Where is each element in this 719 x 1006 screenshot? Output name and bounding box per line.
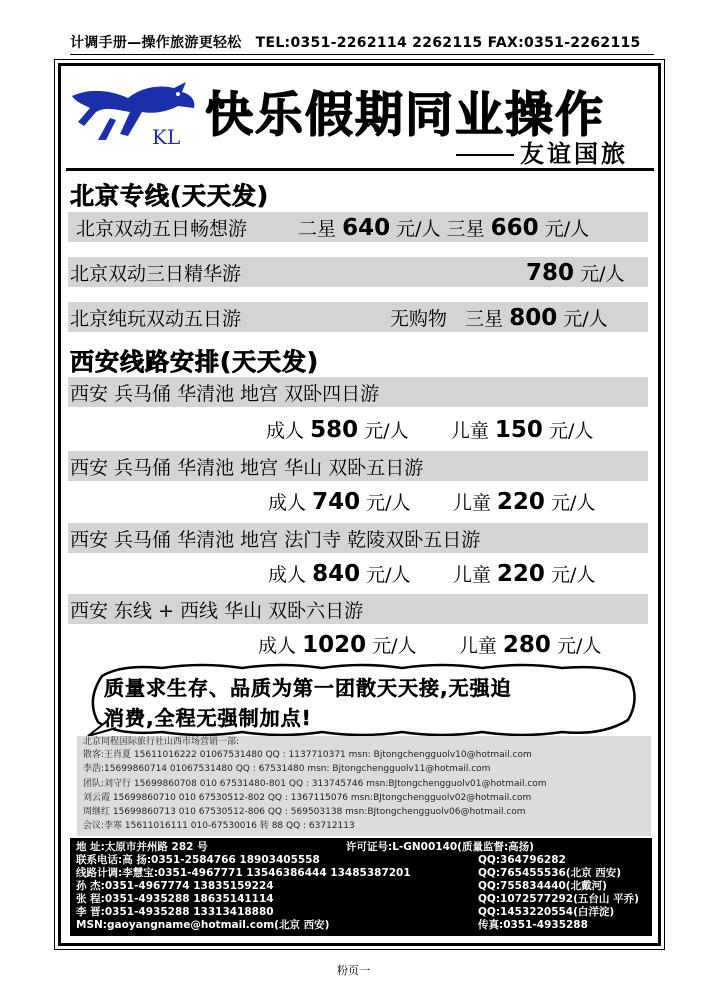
price: 640: [342, 215, 391, 241]
price-unit: 元/人: [364, 420, 409, 442]
logo-letters: KL: [152, 125, 181, 148]
motto-line-2: 消费,全程无强制加点!: [104, 706, 312, 730]
contact-row-left: 李 晋:0351-4935288 13313418880: [76, 906, 274, 918]
xian-price-1: [266, 416, 593, 443]
child-label: 儿童: [452, 492, 491, 514]
xian-route-2: 西安 兵马俑 华清池 地宫 华山 双卧五日游: [70, 457, 424, 479]
contact-line: 团队:刘守行 15699860708 010 67531480-801 QQ : 313745746 msn:BJtongchengguolv01@hotmail.com: [83, 779, 547, 789]
price: 660: [490, 215, 539, 241]
contact-row-left: 联系电话:高 扬:0351-2584766 18903405558: [76, 854, 320, 866]
route-name: 北京双动三日精华游: [70, 263, 242, 285]
beijing-row-2-prices: [526, 259, 624, 286]
contact-row-left: 孙 杰:0351-4967774 13835159224: [76, 880, 274, 892]
price: 780: [526, 260, 575, 286]
child-price: 220: [496, 489, 545, 515]
price: 800: [509, 305, 558, 331]
price-unit: 元/人: [563, 308, 608, 330]
xian-route-4: 西安 东线 + 西线 华山 双卧六日游: [70, 600, 364, 622]
child-price: 220: [496, 561, 545, 587]
contact-row-left: MSN:gaoyangname@hotmail.com(北京 西安): [76, 919, 330, 931]
contact-block-beijing: [77, 736, 651, 836]
adult-price: 580: [310, 417, 359, 443]
tier-label: 三星: [465, 308, 504, 330]
contact-row-right: QQ:364796282: [478, 854, 566, 866]
xian-price-3: [268, 560, 595, 587]
header-slogan: 计调手册—操作旅游更轻松: [70, 35, 242, 51]
contact-row-left: 线路计调:李慧宝:0351-4967771 13546386444 13485387201: [76, 867, 411, 879]
adult-label: 成人: [266, 420, 305, 442]
adult-price: 1020: [302, 632, 367, 658]
contact-line: 北京同程国际旅行社山西市场营销一部:: [83, 737, 240, 747]
license-number: 许可证号:L-GN00140(质量监督:高扬): [346, 841, 534, 853]
header-phones: TEL:0351-2262114 2262115 FAX:0351-2262115: [255, 35, 641, 51]
xian-heading: 西安线路安排(天天发): [70, 348, 319, 376]
beijing-heading: 北京专线(天天发): [70, 182, 269, 210]
contact-row-right: QQ:765455536(北京 西安): [478, 867, 622, 879]
price-unit: 元/人: [544, 218, 590, 240]
price-unit: 元/人: [548, 420, 594, 442]
motto-line-1: 质量求生存、品质为第一团散天天接,无强迫: [104, 676, 512, 700]
child-label: 儿童: [458, 635, 497, 657]
note-label: 无购物: [390, 308, 448, 330]
page-subtitle: [456, 134, 628, 169]
page-header: [70, 32, 654, 55]
contact-row-right: 传真:0351-4935288: [478, 919, 588, 931]
price-unit: 元/人: [366, 492, 411, 514]
title-divider: [66, 168, 654, 171]
contact-line: 会议:李寒 15611016111 010-67530016 转 88 QQ : 63712113: [83, 821, 355, 831]
beijing-row-2: [70, 259, 241, 286]
contact-line: 周继红 15699860713 010 67530512-806 QQ : 569503138 msn:BJtongchengguolv06@hotmail.com: [83, 807, 526, 817]
adult-price: 740: [312, 489, 361, 515]
contact-line: 散客:王肖夏 15611016222 01067531480 QQ : 1137710371 msn: Bjtongchengguolv10@hotmail.com: [83, 750, 532, 760]
adult-label: 成人: [258, 635, 297, 657]
running-wolf-icon: [70, 78, 200, 148]
route-name: 北京纯玩双动五日游: [70, 308, 242, 330]
adult-price: 840: [312, 561, 361, 587]
contact-row-right: QQ:755834440(北戴河): [478, 880, 607, 892]
beijing-row-1: [76, 214, 247, 241]
adult-label: 成人: [268, 564, 307, 586]
page-label: 粉页一: [337, 964, 370, 977]
xian-route-1: 西安 兵马俑 华清池 地宫 双卧四日游: [70, 383, 380, 405]
contact-line: 刘云霞 15699860710 010 67530512-802 QQ : 1367115076 msn:BJtongchengguolv02@hotmail.com: [83, 793, 532, 803]
price-unit: 元/人: [556, 635, 602, 657]
tier-label: 三星: [446, 218, 485, 240]
route-name: 北京双动五日畅想游: [76, 218, 248, 240]
price-unit: 元/人: [550, 564, 596, 586]
price-unit: 元/人: [366, 564, 411, 586]
beijing-row-1-prices: [298, 214, 589, 241]
price-unit: 元/人: [396, 218, 441, 240]
page-title: 快乐假期同业操作: [205, 87, 606, 143]
price-unit: 元/人: [550, 492, 596, 514]
price-unit: 元/人: [372, 635, 417, 657]
child-price: 150: [494, 417, 543, 443]
price-unit: 元/人: [580, 263, 625, 285]
xian-price-2: [268, 488, 595, 515]
xian-route-3: 西安 兵马俑 华清池 地宫 法门寺 乾陵双卧五日游: [70, 529, 481, 551]
child-label: 儿童: [452, 564, 491, 586]
tier-label: 二星: [298, 218, 337, 240]
company-logo: [70, 78, 200, 148]
contact-row-right: QQ:1072577292(五台山 平乔): [478, 893, 639, 905]
contact-row-right: QQ:1453220554(白洋淀): [478, 906, 615, 918]
contact-row-left: 张 程:0351-4935288 18635141114: [76, 893, 274, 905]
address: 地 址:太原市并州路 282 号: [76, 841, 208, 853]
beijing-row-3: [70, 304, 241, 331]
subtitle-text: 友谊国旅: [520, 140, 628, 168]
adult-label: 成人: [268, 492, 307, 514]
beijing-row-3-prices: [390, 304, 608, 331]
xian-price-4: [258, 631, 601, 658]
child-label: 儿童: [450, 420, 489, 442]
contact-block-taiyuan: [70, 838, 652, 936]
contact-line: 李浩:15699860714 01067531480 QQ : 67531480 msn: Bjtongchengguolv11@hotmail.com: [83, 764, 491, 774]
child-price: 280: [502, 632, 551, 658]
subtitle-dash: [456, 154, 514, 156]
